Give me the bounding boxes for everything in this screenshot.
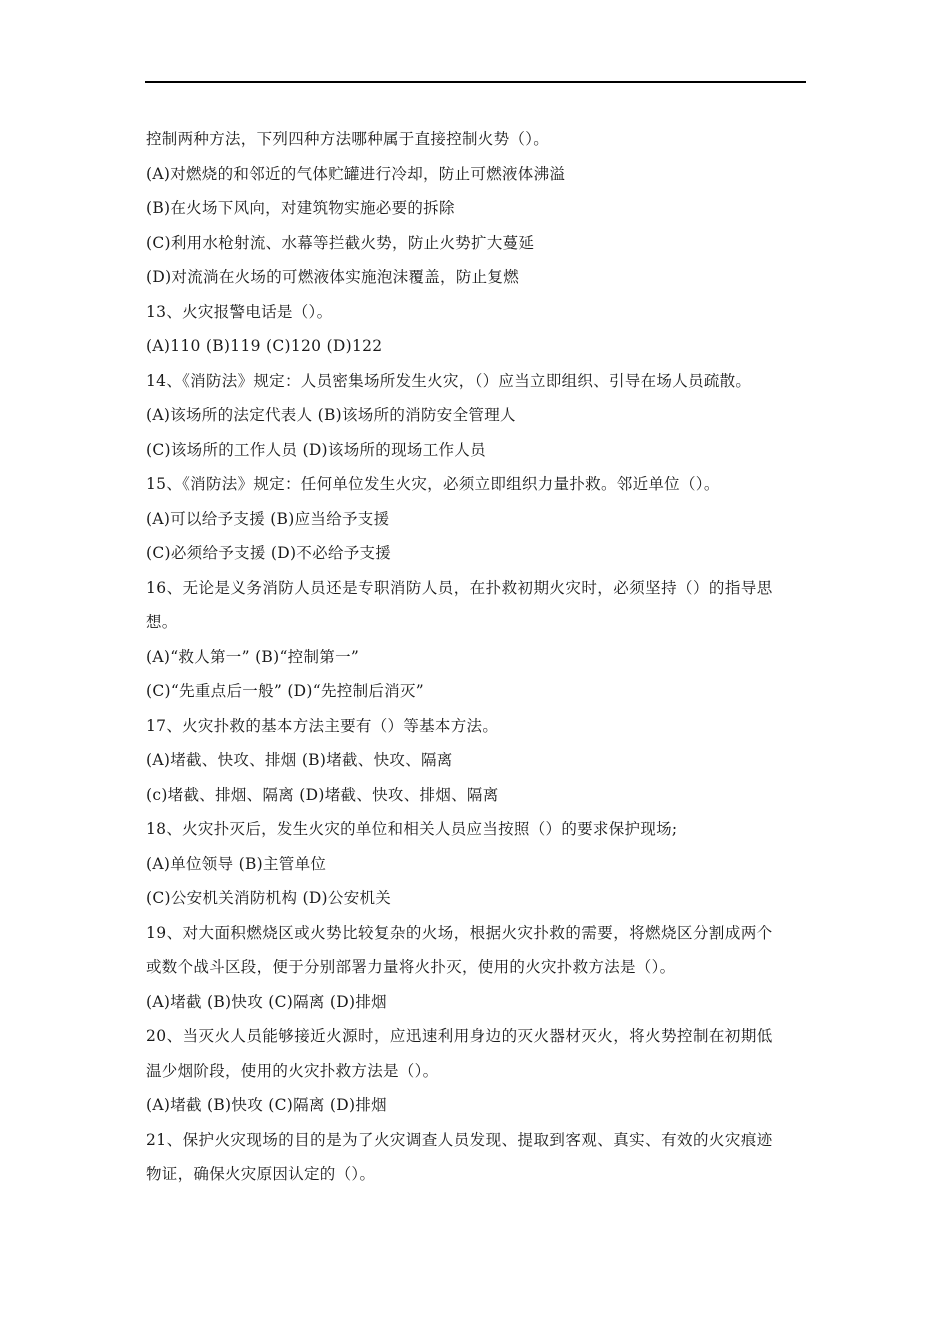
option-line: (A)“救人第一” (B)“控制第一” (146, 647, 360, 666)
option-line: (A)110 (B)119 (C)120 (D)122 (146, 337, 383, 355)
question-21-continued: 物证，确保火灾原因认定的（）。 (146, 1165, 376, 1183)
question-text-line: 控制两种方法，下列四种方法哪种属于直接控制火势（）。 (146, 130, 550, 148)
option-line: (c)堵截、排烟、隔离 (D)堵截、快攻、排烟、隔离 (146, 785, 499, 804)
question-16: 16、无论是义务消防人员还是专职消防人员，在扑救初期火灾时，必须坚持（）的指导思 (146, 578, 773, 597)
question-19-continued: 或数个战斗区段，便于分别部署力量将火扑灭，使用的火灾扑救方法是（）。 (146, 958, 676, 976)
option-line: (C)该场所的工作人员 (D)该场所的现场工作人员 (146, 440, 486, 459)
question-15: 15、《消防法》规定：任何单位发生火灾，必须立即组织力量扑救。邻近单位（）。 (146, 475, 720, 493)
question-16-continued: 想。 (146, 613, 178, 631)
document-body (146, 122, 810, 1192)
header-rule (145, 81, 806, 83)
option-line: (A)堵截 (B)快攻 (C)隔离 (D)排烟 (146, 992, 387, 1011)
option-line: (C)“先重点后一般” (D)“先控制后消灭” (146, 682, 424, 700)
question-18: 18、火灾扑灭后，发生火灾的单位和相关人员应当按照（）的要求保护现场; (146, 820, 678, 838)
option-line: (B)在火场下风向，对建筑物实施必要的拆除 (146, 199, 455, 217)
question-20: 20、当灭火人员能够接近火源时，应迅速利用身边的灭火器材灭火，将火势控制在初期低 (146, 1027, 773, 1045)
option-line: (C)利用水枪射流、水幕等拦截火势，防止火势扩大蔓延 (146, 233, 535, 252)
option-line: (A)堵截、快攻、排烟 (B)堵截、快攻、隔离 (146, 751, 453, 769)
question-19: 19、对大面积燃烧区或火势比较复杂的火场，根据火灾扑救的需要，将燃烧区分割成两个 (146, 923, 773, 942)
question-13: 13、火灾报警电话是（）。 (146, 302, 333, 321)
question-21: 21、保护火灾现场的目的是为了火灾调查人员发现、提取到客观、真实、有效的火灾痕迹 (146, 1130, 773, 1149)
option-line: (A)该场所的法定代表人 (B)该场所的消防安全管理人 (146, 406, 516, 424)
option-line: (A)单位领导 (B)主管单位 (146, 854, 327, 873)
option-line: (A)可以给予支援 (B)应当给予支援 (146, 509, 390, 528)
question-14: 14、《消防法》规定：人员密集场所发生火灾，（）应当立即组织、引导在场人员疏散。 (146, 371, 752, 390)
option-line: (A)堵截 (B)快攻 (C)隔离 (D)排烟 (146, 1096, 387, 1114)
option-line: (C)必须给予支援 (D)不必给予支援 (146, 544, 392, 562)
option-line: (C)公安机关消防机构 (D)公安机关 (146, 889, 392, 907)
option-line: (D)对流淌在火场的可燃液体实施泡沫覆盖，防止复燃 (146, 268, 520, 286)
option-line: (A)对燃烧的和邻近的气体贮罐进行冷却，防止可燃液体沸溢 (146, 164, 566, 183)
question-20-continued: 温少烟阶段，使用的火灾扑救方法是（）。 (146, 1061, 439, 1080)
question-17: 17、火灾扑救的基本方法主要有（）等基本方法。 (146, 716, 499, 735)
